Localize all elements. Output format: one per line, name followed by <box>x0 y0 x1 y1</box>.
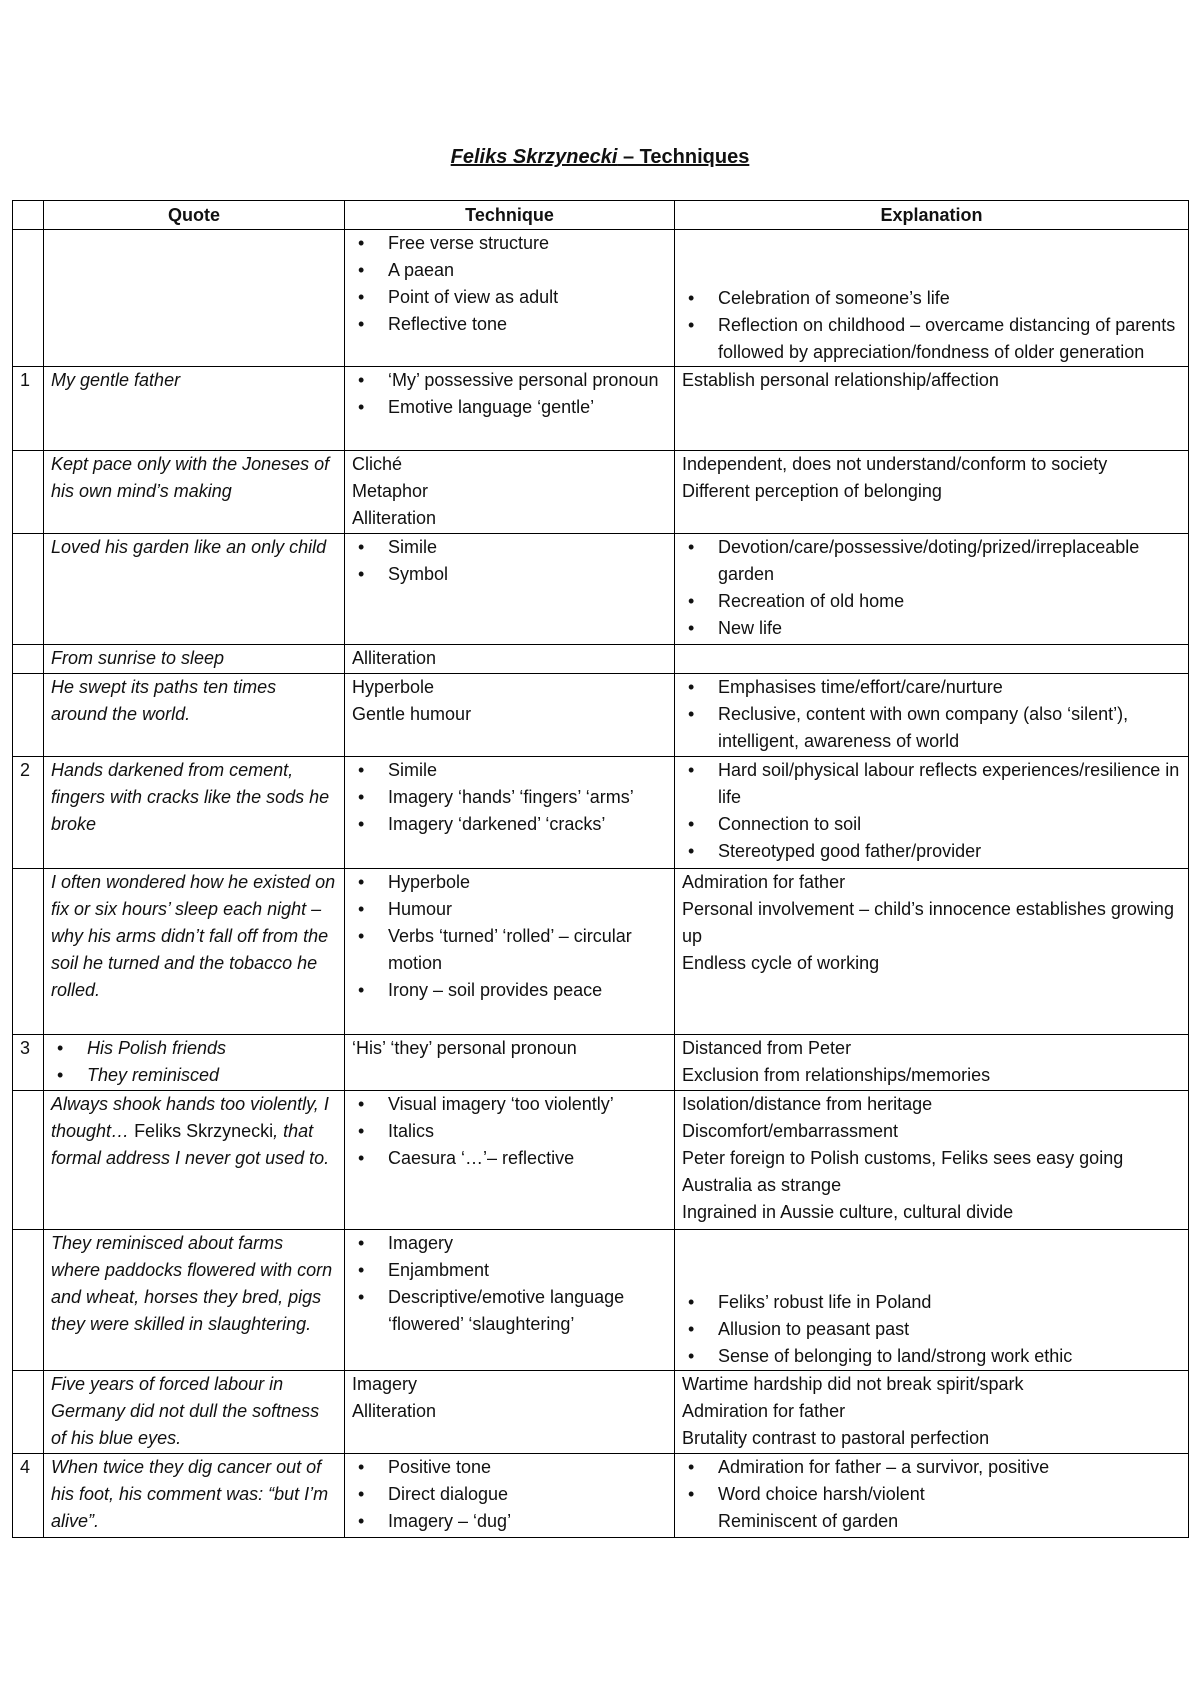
explanation-item: • Emphasises time/effort/care/nurture <box>718 674 1181 701</box>
title-author: Feliks Skrzynecki <box>450 146 618 168</box>
explanation-item: • Word choice harsh/violent <box>718 1481 1181 1508</box>
technique-line: Hyperbole <box>352 677 435 697</box>
technique-item: • Imagery <box>388 1230 667 1257</box>
row-technique <box>345 367 675 451</box>
technique-line: ‘His’ ‘they’ personal pronoun <box>352 1038 577 1058</box>
row-number: 2 <box>13 757 44 869</box>
explanation-line: Isolation/distance from heritage <box>682 1094 933 1114</box>
row-quote <box>44 1035 345 1091</box>
row-explanation <box>675 230 1189 367</box>
row-number <box>13 451 44 534</box>
row-explanation <box>675 757 1189 869</box>
row-technique <box>345 534 675 645</box>
row-technique <box>345 230 675 367</box>
technique-item: • Verbs ‘turned’ ‘rolled’ – circular motion <box>388 923 667 977</box>
technique-item: • Humour <box>388 896 667 923</box>
technique-item: • Italics <box>388 1118 667 1145</box>
row-quote: When twice they dig cancer out of his foot, his comment was: “but I’m alive”. <box>44 1454 345 1538</box>
row-number <box>13 869 44 1035</box>
technique-item: • Caesura ‘…’– reflective <box>388 1145 667 1172</box>
technique-item: • Descriptive/emotive language ‘flowered’ ‘slaughtering’ <box>388 1284 667 1338</box>
header-row <box>13 201 1189 230</box>
table-row <box>13 1230 1189 1371</box>
technique-item: • Imagery ‘hands’ ‘fingers’ ‘arms’ <box>388 784 667 811</box>
row-quote <box>44 230 345 367</box>
header-technique: Technique <box>345 201 675 230</box>
table-row <box>13 674 1189 757</box>
explanation-line: Endless cycle of working <box>682 953 880 973</box>
row-explanation <box>675 869 1189 1035</box>
explanation-item: • Celebration of someone’s life <box>718 285 1181 312</box>
technique-item: • Reflective tone <box>388 311 667 338</box>
row-number <box>13 645 44 674</box>
explanation-line: Personal involvement – child’s innocence establishes growing up <box>682 899 1174 946</box>
table-row <box>13 1371 1189 1454</box>
row-number <box>13 1230 44 1371</box>
technique-item: • Simile <box>388 757 667 784</box>
technique-item: • Symbol <box>388 561 667 588</box>
explanation-item: • Connection to soil <box>718 811 1181 838</box>
explanation-line: Admiration for father <box>682 1401 846 1421</box>
row-quote <box>44 1091 345 1230</box>
quote-part: , that formal address I never got used to. <box>51 1121 330 1168</box>
row-quote: Hands darkened from cement, fingers with cracks like the sods he broke <box>44 757 345 869</box>
table-row <box>13 1454 1189 1538</box>
explanation-item: • Admiration for father – a survivor, positive <box>718 1454 1181 1481</box>
row-explanation <box>675 534 1189 645</box>
technique-line: Cliché <box>352 454 403 474</box>
row-technique <box>345 1035 675 1091</box>
explanation-item: • Recreation of old home <box>718 588 1181 615</box>
table-row <box>13 757 1189 869</box>
table-row <box>13 1091 1189 1230</box>
row-explanation <box>675 1035 1189 1091</box>
table-row <box>13 645 1189 674</box>
explanation-line: Independent, does not understand/conform to society <box>682 454 1108 474</box>
explanation-item: • Reclusive, content with own company (also ‘silent’), intelligent, awareness of world <box>718 701 1181 755</box>
table-row <box>13 230 1189 367</box>
row-explanation <box>675 451 1189 534</box>
technique-line: Alliteration <box>352 648 437 668</box>
technique-item: • Positive tone <box>388 1454 667 1481</box>
quote-part: Always shook hands too violently, I thought… <box>51 1094 329 1141</box>
explanation-item: • Devotion/care/possessive/doting/prized/irreplaceable garden <box>718 534 1181 588</box>
explanation-line: Reminiscent of garden <box>718 1511 899 1531</box>
row-quote: I often wondered how he existed on fix or six hours’ sleep each night – why his arms didn’t fall off from the soil he turned and the tobacco he rolled. <box>44 869 345 1035</box>
row-technique <box>345 1371 675 1454</box>
technique-item: • Enjambment <box>388 1257 667 1284</box>
explanation-line: Distanced from Peter <box>682 1038 852 1058</box>
technique-item: • Irony – soil provides peace <box>388 977 667 1004</box>
explanation-item: • Feliks’ robust life in Poland <box>718 1289 1181 1316</box>
explanation-line: Different perception of belonging <box>682 481 942 501</box>
row-number <box>13 534 44 645</box>
technique-item: • Visual imagery ‘too violently’ <box>388 1091 667 1118</box>
row-technique <box>345 674 675 757</box>
explanation-item: • New life <box>718 615 1181 642</box>
quote-part-name: Feliks Skrzynecki <box>134 1121 274 1141</box>
header-quote: Quote <box>44 201 345 230</box>
technique-item: • Imagery – ‘dug’ <box>388 1508 667 1535</box>
quote-item: • His Polish friends <box>87 1035 337 1062</box>
row-technique <box>345 645 675 674</box>
row-explanation <box>675 367 1189 451</box>
explanation-line: Exclusion from relationships/memories <box>682 1065 991 1085</box>
row-explanation <box>675 674 1189 757</box>
explanation-line: Ingrained in Aussie culture, cultural divide <box>682 1202 1014 1222</box>
row-number: 3 <box>13 1035 44 1091</box>
explanation-item: • Sense of belonging to land/strong work ethic <box>718 1343 1181 1370</box>
technique-item: • Imagery ‘darkened’ ‘cracks’ <box>388 811 667 838</box>
technique-line: Alliteration <box>352 508 437 528</box>
explanation-line: Peter foreign to Polish customs, Feliks sees easy going Australia as strange <box>682 1148 1124 1195</box>
row-quote: They reminisced about farms where paddocks flowered with corn and wheat, horses they bred, pigs they were skilled in slaughtering. <box>44 1230 345 1371</box>
row-technique <box>345 1091 675 1230</box>
technique-line: Alliteration <box>352 1401 437 1421</box>
technique-line: Metaphor <box>352 481 429 501</box>
technique-item: • Free verse structure <box>388 230 667 257</box>
row-technique <box>345 1230 675 1371</box>
technique-line: Imagery <box>352 1374 418 1394</box>
table-row <box>13 534 1189 645</box>
explanation-item: • Allusion to peasant past <box>718 1316 1181 1343</box>
row-number: 4 <box>13 1454 44 1538</box>
technique-line: Gentle humour <box>352 704 472 724</box>
row-technique <box>345 757 675 869</box>
header-number <box>13 201 44 230</box>
explanation-item: • Stereotyped good father/provider <box>718 838 1181 865</box>
technique-item: • Emotive language ‘gentle’ <box>388 394 667 421</box>
explanation-line: Establish personal relationship/affection <box>682 370 999 390</box>
technique-item: • Point of view as adult <box>388 284 667 311</box>
explanation-item: • Hard soil/physical labour reflects experiences/resilience in life <box>718 757 1181 811</box>
row-explanation <box>675 1091 1189 1230</box>
row-quote: He swept its paths ten times around the world. <box>44 674 345 757</box>
page-title <box>0 146 1200 169</box>
quote-item: • They reminisced <box>87 1062 337 1089</box>
title-rest: – Techniques <box>617 146 750 168</box>
techniques-table <box>12 200 1189 1538</box>
table-row <box>13 869 1189 1035</box>
table-row <box>13 451 1189 534</box>
row-technique <box>345 1454 675 1538</box>
row-number <box>13 674 44 757</box>
row-technique <box>345 869 675 1035</box>
row-explanation <box>675 1371 1189 1454</box>
row-explanation <box>675 1454 1189 1538</box>
row-quote: Kept pace only with the Joneses of his own mind’s making <box>44 451 345 534</box>
technique-item: • Simile <box>388 534 667 561</box>
row-explanation <box>675 1230 1189 1371</box>
row-quote: Five years of forced labour in Germany did not dull the softness of his blue eyes. <box>44 1371 345 1454</box>
row-explanation <box>675 645 1189 674</box>
explanation-line: Discomfort/embarrassment <box>682 1121 899 1141</box>
row-number <box>13 1091 44 1230</box>
table-row <box>13 367 1189 451</box>
row-number <box>13 1371 44 1454</box>
row-number <box>13 230 44 367</box>
technique-item: • A paean <box>388 257 667 284</box>
row-technique <box>345 451 675 534</box>
row-quote: Loved his garden like an only child <box>44 534 345 645</box>
technique-item: • Direct dialogue <box>388 1481 667 1508</box>
explanation-line: Brutality contrast to pastoral perfection <box>682 1428 990 1448</box>
header-explanation: Explanation <box>675 201 1189 230</box>
explanation-line: Admiration for father <box>682 872 846 892</box>
row-number: 1 <box>13 367 44 451</box>
row-quote: My gentle father <box>44 367 345 451</box>
table-row <box>13 1035 1189 1091</box>
explanation-line: Wartime hardship did not break spirit/spark <box>682 1374 1024 1394</box>
explanation-item: • Reflection on childhood – overcame distancing of parents followed by appreciation/fondness of older generation <box>718 312 1181 366</box>
technique-item: • Hyperbole <box>388 869 667 896</box>
row-quote: From sunrise to sleep <box>44 645 345 674</box>
technique-item: • ‘My’ possessive personal pronoun <box>388 367 667 394</box>
